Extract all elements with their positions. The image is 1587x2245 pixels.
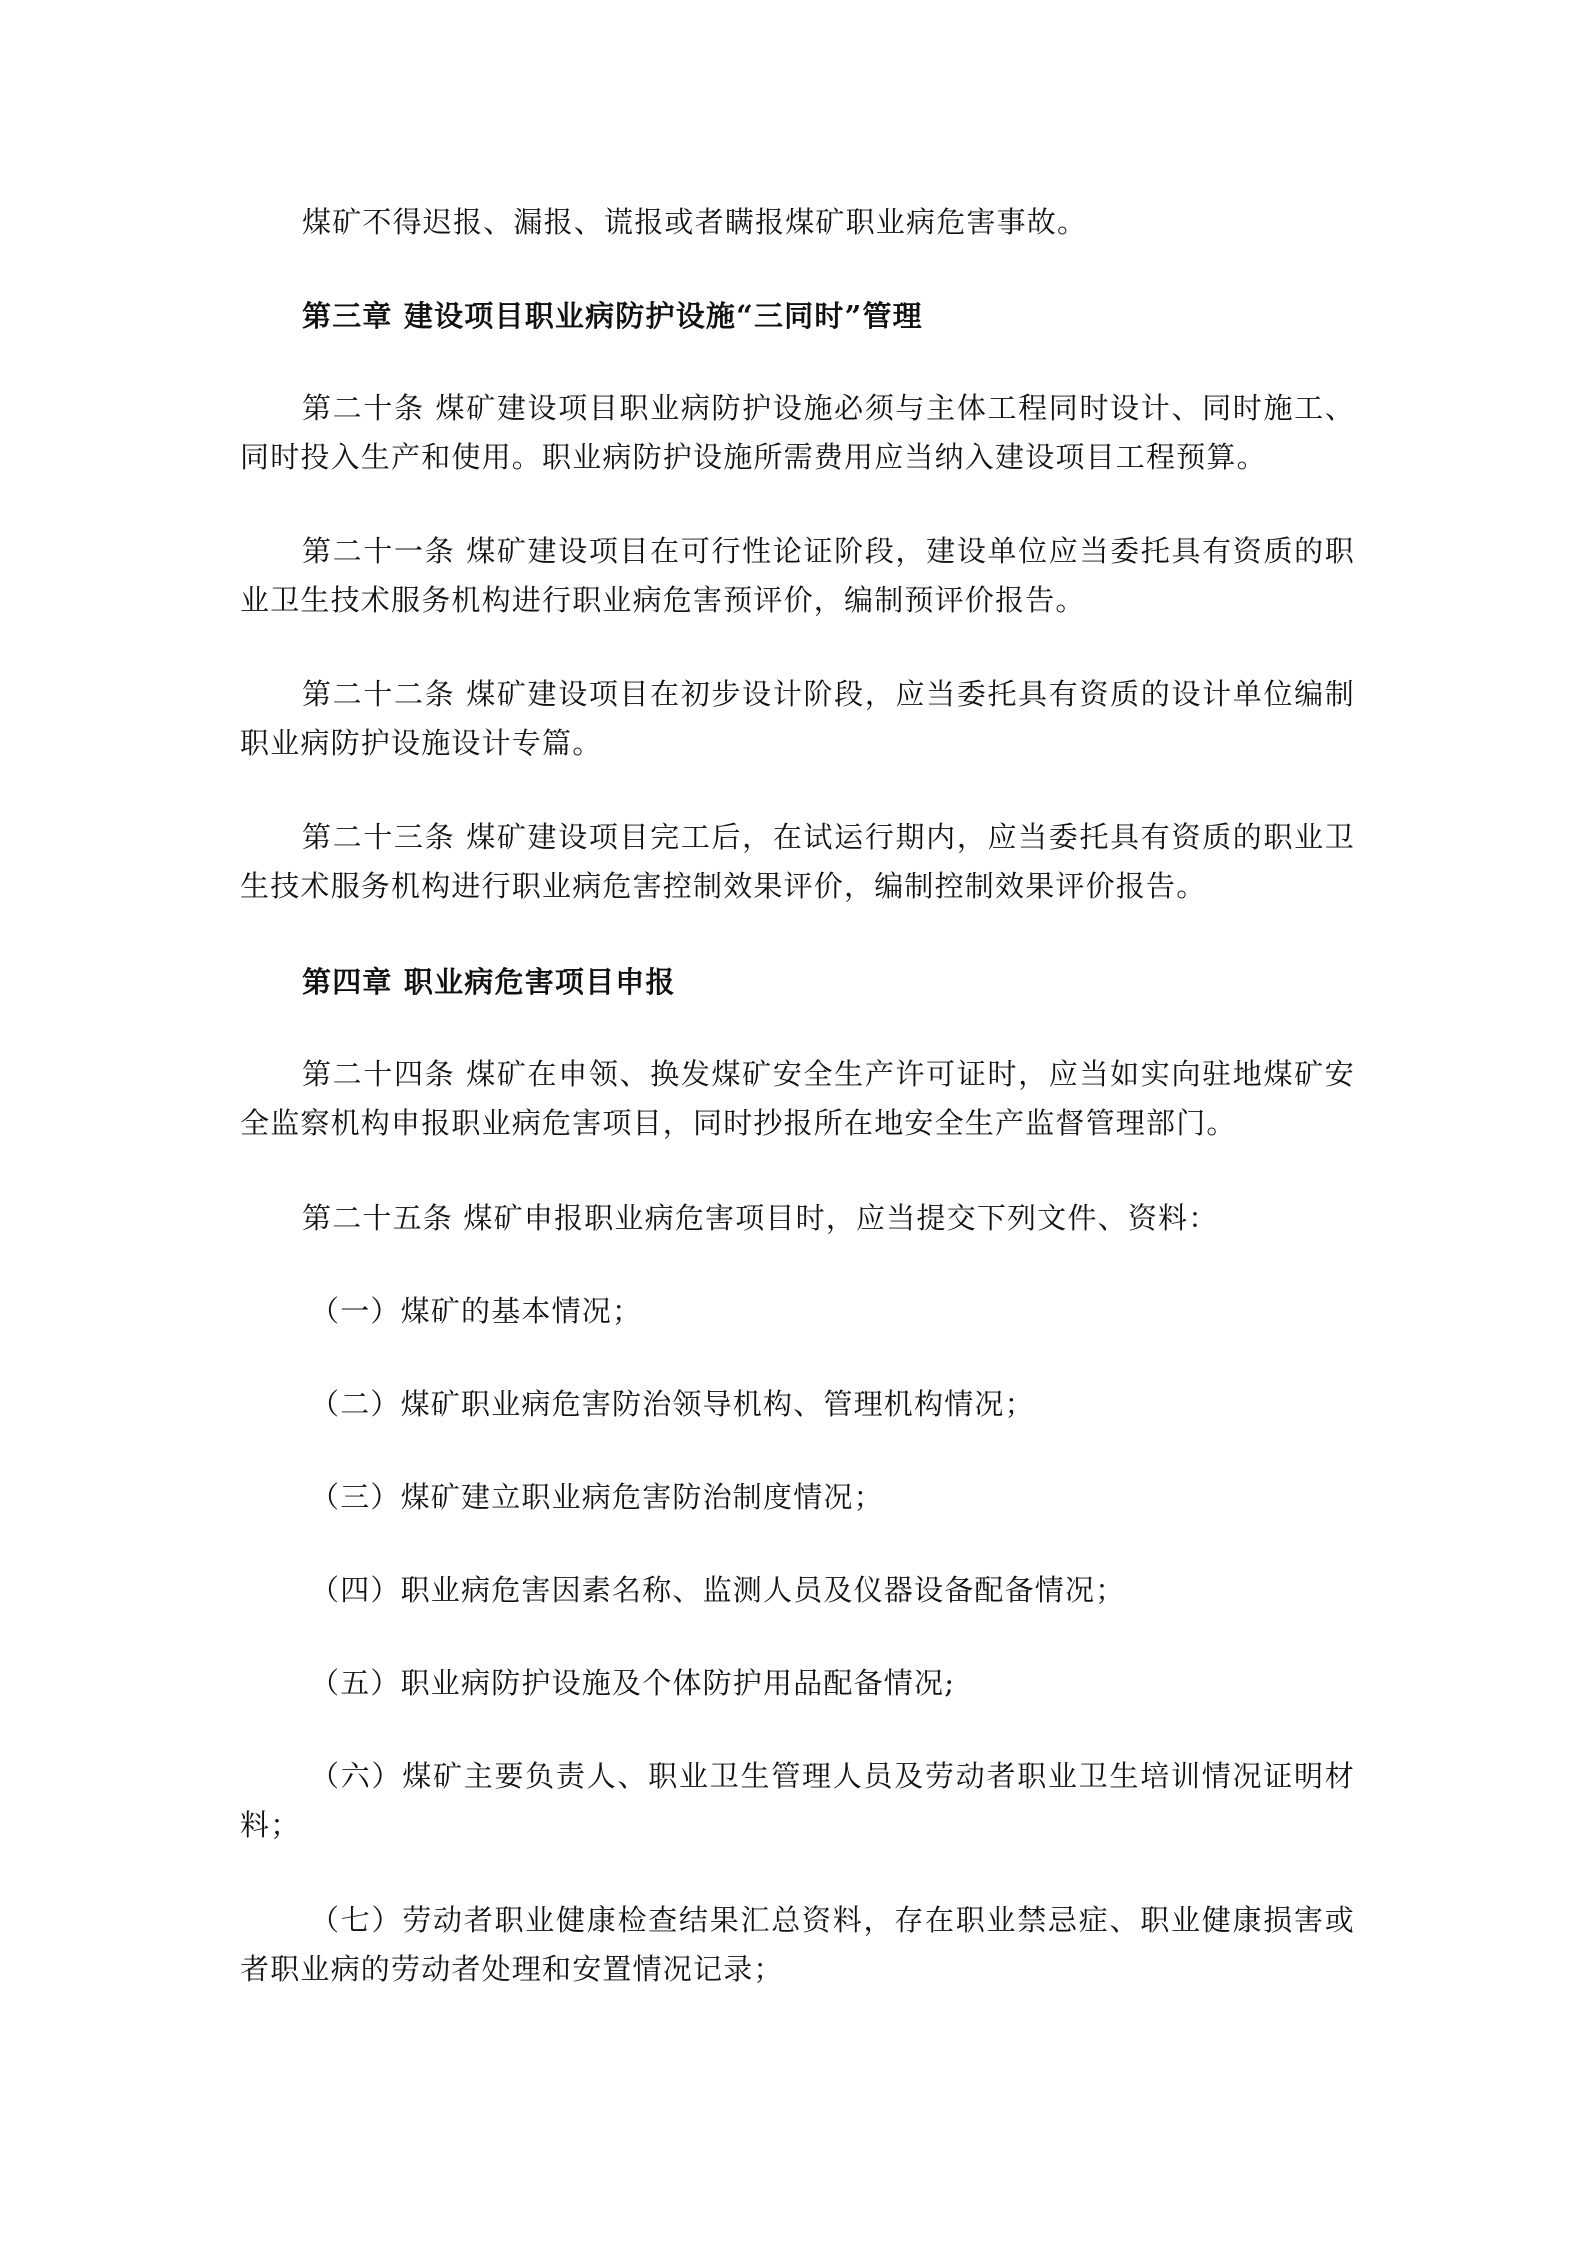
paragraph-reporting-rule: 煤矿不得迟报、漏报、谎报或者瞒报煤矿职业病危害事故。 — [302, 205, 1088, 239]
list-item-4: （四）职业病危害因素名称、监测人员及仪器设备配备情况； — [310, 1573, 1126, 1607]
article-20: 第二十条 煤矿建设项目职业病防护设施必须与主体工程同时设计、同时施工、同时投入生产和使用。职业病防护设施所需费用应当纳入建设项目工程预算。 — [240, 391, 1355, 474]
article-21: 第二十一条 煤矿建设项目在可行性论证阶段，建设单位应当委托具有资质的职业卫生技术服务机构进行职业病危害预评价，编制预评价报告。 — [240, 534, 1355, 617]
list-item-5: （五）职业病防护设施及个体防护用品配备情况; — [310, 1666, 956, 1700]
article-23: 第二十三条 煤矿建设项目完工后，在试运行期内，应当委托具有资质的职业卫生技术服务机构进行职业病危害控制效果评价，编制控制效果评价报告。 — [240, 820, 1355, 903]
list-item-2: （二）煤矿职业病危害防治领导机构、管理机构情况； — [310, 1387, 1035, 1421]
list-item-6: （六）煤矿主要负责人、职业卫生管理人员及劳动者职业卫生培训情况证明材料； — [240, 1759, 1355, 1842]
list-item-1: （一）煤矿的基本情况； — [310, 1294, 643, 1328]
list-item-3: （三）煤矿建立职业病危害防治制度情况； — [310, 1480, 884, 1514]
chapter-3-heading: 第三章 建设项目职业病防护设施“三同时”管理 — [302, 299, 923, 333]
list-item-7: （七）劳动者职业健康检查结果汇总资料，存在职业禁忌症、职业健康损害或者职业病的劳动者处理和安置情况记录； — [240, 1903, 1355, 1986]
chapter-4-heading: 第四章 职业病危害项目申报 — [302, 965, 676, 999]
article-24: 第二十四条 煤矿在申领、换发煤矿安全生产许可证时，应当如实向驻地煤矿安全监察机构申报职业病危害项目，同时抄报所在地安全生产监督管理部门。 — [240, 1057, 1355, 1140]
article-25: 第二十五条 煤矿申报职业病危害项目时，应当提交下列文件、资料： — [302, 1201, 1219, 1235]
article-22: 第二十二条 煤矿建设项目在初步设计阶段，应当委托具有资质的设计单位编制职业病防护设施设计专篇。 — [240, 677, 1355, 760]
